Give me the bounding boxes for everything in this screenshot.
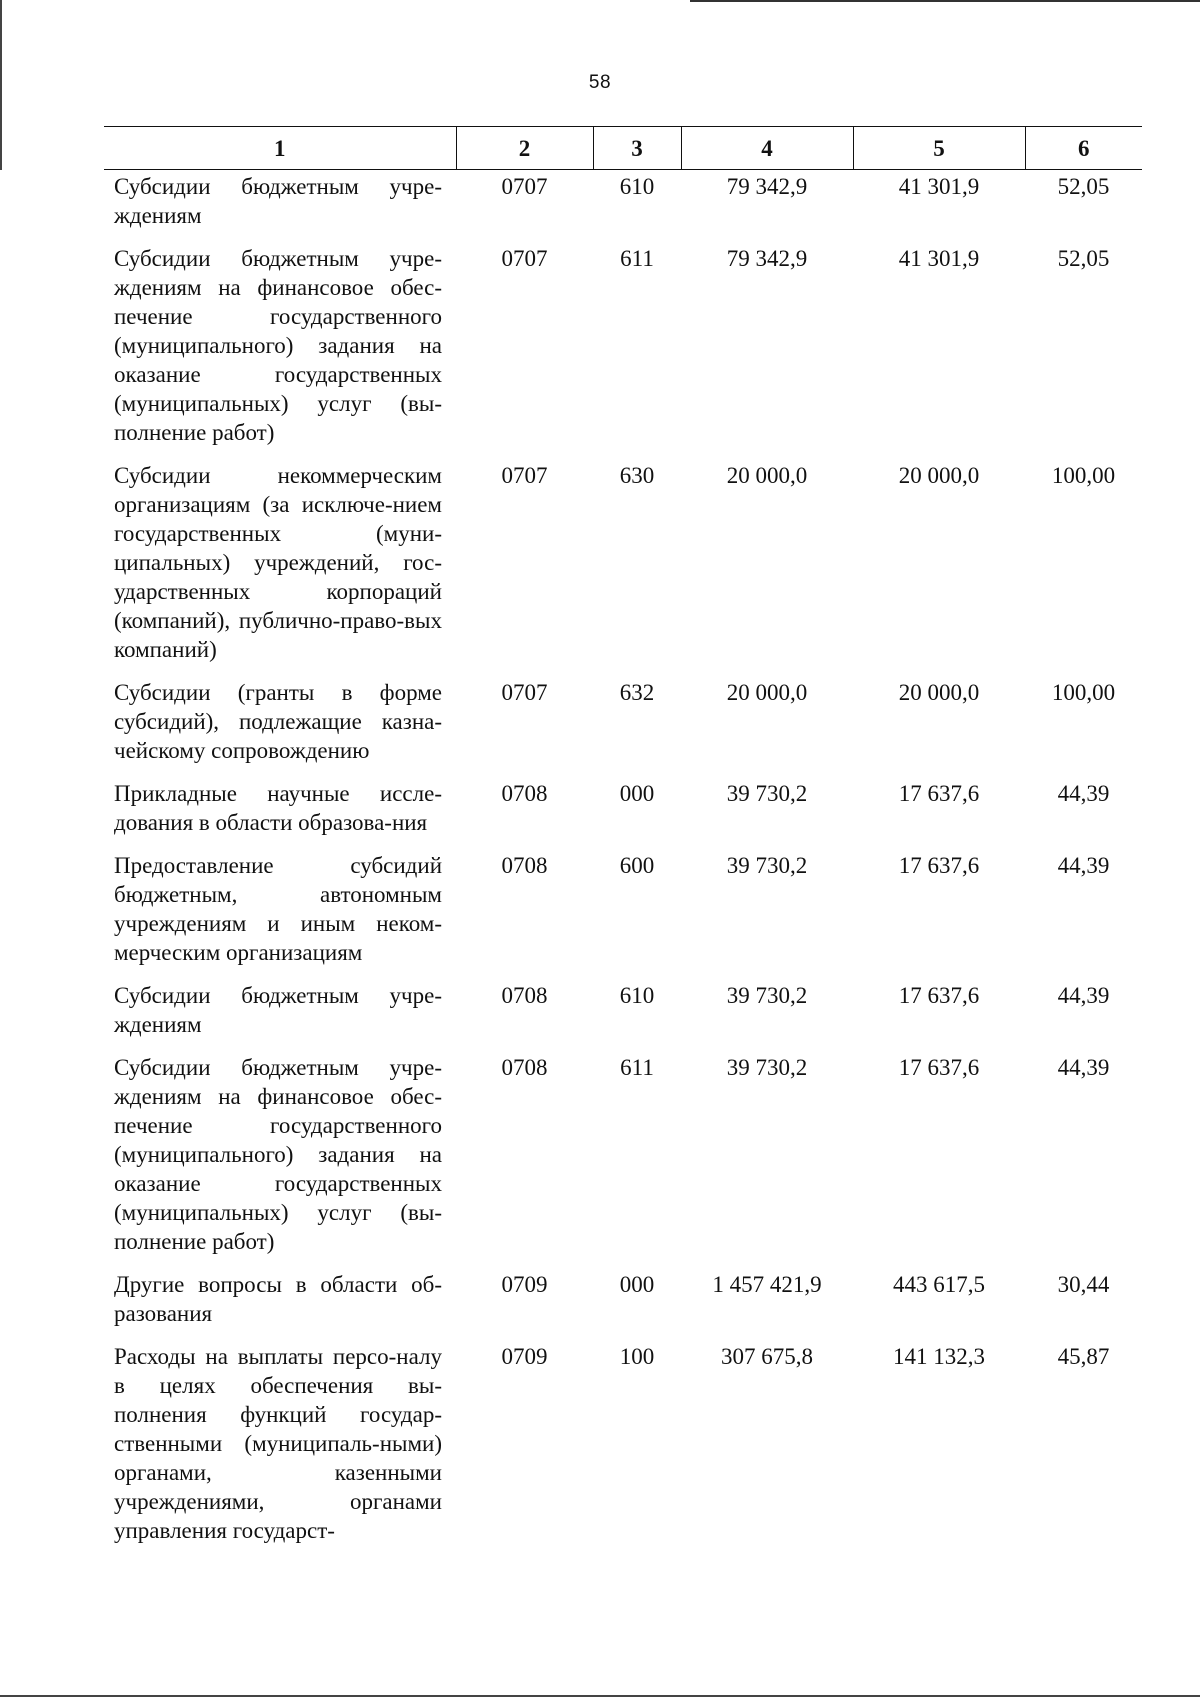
row-planned-amount: 39 730,2 [726, 1055, 808, 1080]
row-section-code: 0708 [501, 781, 548, 806]
row-execution-percent: 44,39 [1057, 983, 1110, 1008]
row-planned-amount: 79 342,9 [726, 246, 808, 271]
row-executed-amount: 20 000,0 [898, 680, 980, 705]
row-execution-percent: 30,44 [1057, 1272, 1110, 1297]
row-execution-percent: 44,39 [1057, 1055, 1110, 1080]
column-header: 5 [853, 127, 1025, 170]
row-section-code: 0708 [501, 983, 548, 1008]
budget-table [104, 126, 1142, 1559]
scan-bottom-rule [0, 1695, 1200, 1697]
row-executed-amount: 17 637,6 [898, 781, 980, 806]
table-row [104, 678, 1142, 779]
row-planned-amount: 1 457 421,9 [712, 1272, 822, 1297]
scan-top-rule [690, 0, 1200, 2]
row-section-code: 0707 [501, 463, 548, 488]
row-description: Субсидии бюджетным учре-ждениям на финансовое обес-печение государственного (муниципального) задания на оказание государственных (муниципальных) услуг (вы-полнение работ) [114, 1055, 442, 1254]
table-row [104, 851, 1142, 981]
row-executed-amount: 17 637,6 [898, 983, 980, 1008]
row-execution-percent: 52,05 [1057, 174, 1110, 199]
row-description: Расходы на выплаты персо-налу в целях обеспечения вы-полнения функций государ-ственными (муниципаль-ными) органами, казенными учреждениями, органами управления государст- [114, 1344, 442, 1543]
row-section-code: 0708 [501, 1055, 548, 1080]
row-expense-type: 632 [619, 680, 655, 705]
row-expense-type: 000 [619, 1272, 655, 1297]
row-description: Субсидии некоммерческим организациям (за исключе-нием государственных (муни-ципальных) учреждений, гос-ударственных корпораций (компаний), публично-право-вых компаний) [114, 463, 442, 662]
row-expense-type: 611 [620, 246, 654, 271]
column-header: 1 [104, 127, 456, 170]
column-header: 4 [681, 127, 853, 170]
row-executed-amount: 17 637,6 [898, 1055, 980, 1080]
row-expense-type: 600 [619, 853, 655, 878]
row-execution-percent: 100,00 [1051, 463, 1116, 488]
column-header: 3 [593, 127, 681, 170]
row-planned-amount: 39 730,2 [726, 853, 808, 878]
row-planned-amount: 20 000,0 [726, 463, 808, 488]
row-description: Субсидии бюджетным учре-ждениям [114, 174, 442, 228]
row-executed-amount: 41 301,9 [898, 246, 980, 271]
row-planned-amount: 39 730,2 [726, 781, 808, 806]
row-planned-amount: 307 675,8 [721, 1344, 813, 1369]
table-row [104, 981, 1142, 1053]
table-header-row [104, 127, 1142, 170]
row-executed-amount: 41 301,9 [898, 174, 980, 199]
row-expense-type: 610 [619, 174, 655, 199]
row-section-code: 0707 [501, 246, 548, 271]
row-description: Другие вопросы в области об-разования [114, 1272, 442, 1326]
row-description: Субсидии бюджетным учре-ждениям [114, 983, 442, 1037]
row-execution-percent: 44,39 [1057, 781, 1110, 806]
row-expense-type: 630 [619, 463, 655, 488]
row-expense-type: 611 [620, 1055, 654, 1080]
row-execution-percent: 44,39 [1057, 853, 1110, 878]
row-execution-percent: 52,05 [1057, 246, 1110, 271]
row-description: Субсидии бюджетным учре-ждениям на финансовое обес-печение государственного (муниципального) задания на оказание государственных (муниципальных) услуг (вы-полнение работ) [114, 246, 442, 445]
row-planned-amount: 20 000,0 [726, 680, 808, 705]
row-executed-amount: 20 000,0 [898, 463, 980, 488]
row-executed-amount: 443 617,5 [893, 1272, 985, 1297]
row-section-code: 0709 [501, 1344, 548, 1369]
row-planned-amount: 39 730,2 [726, 983, 808, 1008]
row-planned-amount: 79 342,9 [726, 174, 808, 199]
column-header: 6 [1025, 127, 1142, 170]
row-execution-percent: 100,00 [1051, 680, 1116, 705]
row-section-code: 0709 [501, 1272, 548, 1297]
table-row [104, 1342, 1142, 1559]
row-section-code: 0707 [501, 680, 548, 705]
row-description: Прикладные научные иссле-дования в области образова-ния [114, 781, 442, 835]
column-header: 2 [456, 127, 593, 170]
row-description: Субсидии (гранты в форме субсидий), подлежащие казна-чейскому сопровождению [114, 680, 442, 763]
table-row [104, 461, 1142, 678]
page-number: 58 [588, 72, 612, 93]
table-row [104, 779, 1142, 851]
row-section-code: 0708 [501, 853, 548, 878]
row-executed-amount: 141 132,3 [893, 1344, 985, 1369]
row-executed-amount: 17 637,6 [898, 853, 980, 878]
table-row [104, 1270, 1142, 1342]
row-expense-type: 100 [619, 1344, 655, 1369]
table-row [104, 1053, 1142, 1270]
row-section-code: 0707 [501, 174, 548, 199]
row-expense-type: 610 [619, 983, 655, 1008]
row-execution-percent: 45,87 [1057, 1344, 1110, 1369]
row-expense-type: 000 [619, 781, 655, 806]
table-row [104, 244, 1142, 461]
table-row [104, 170, 1142, 245]
row-description: Предоставление субсидий бюджетным, автономным учреждениям и иным неком-мерческим организациям [114, 853, 442, 965]
